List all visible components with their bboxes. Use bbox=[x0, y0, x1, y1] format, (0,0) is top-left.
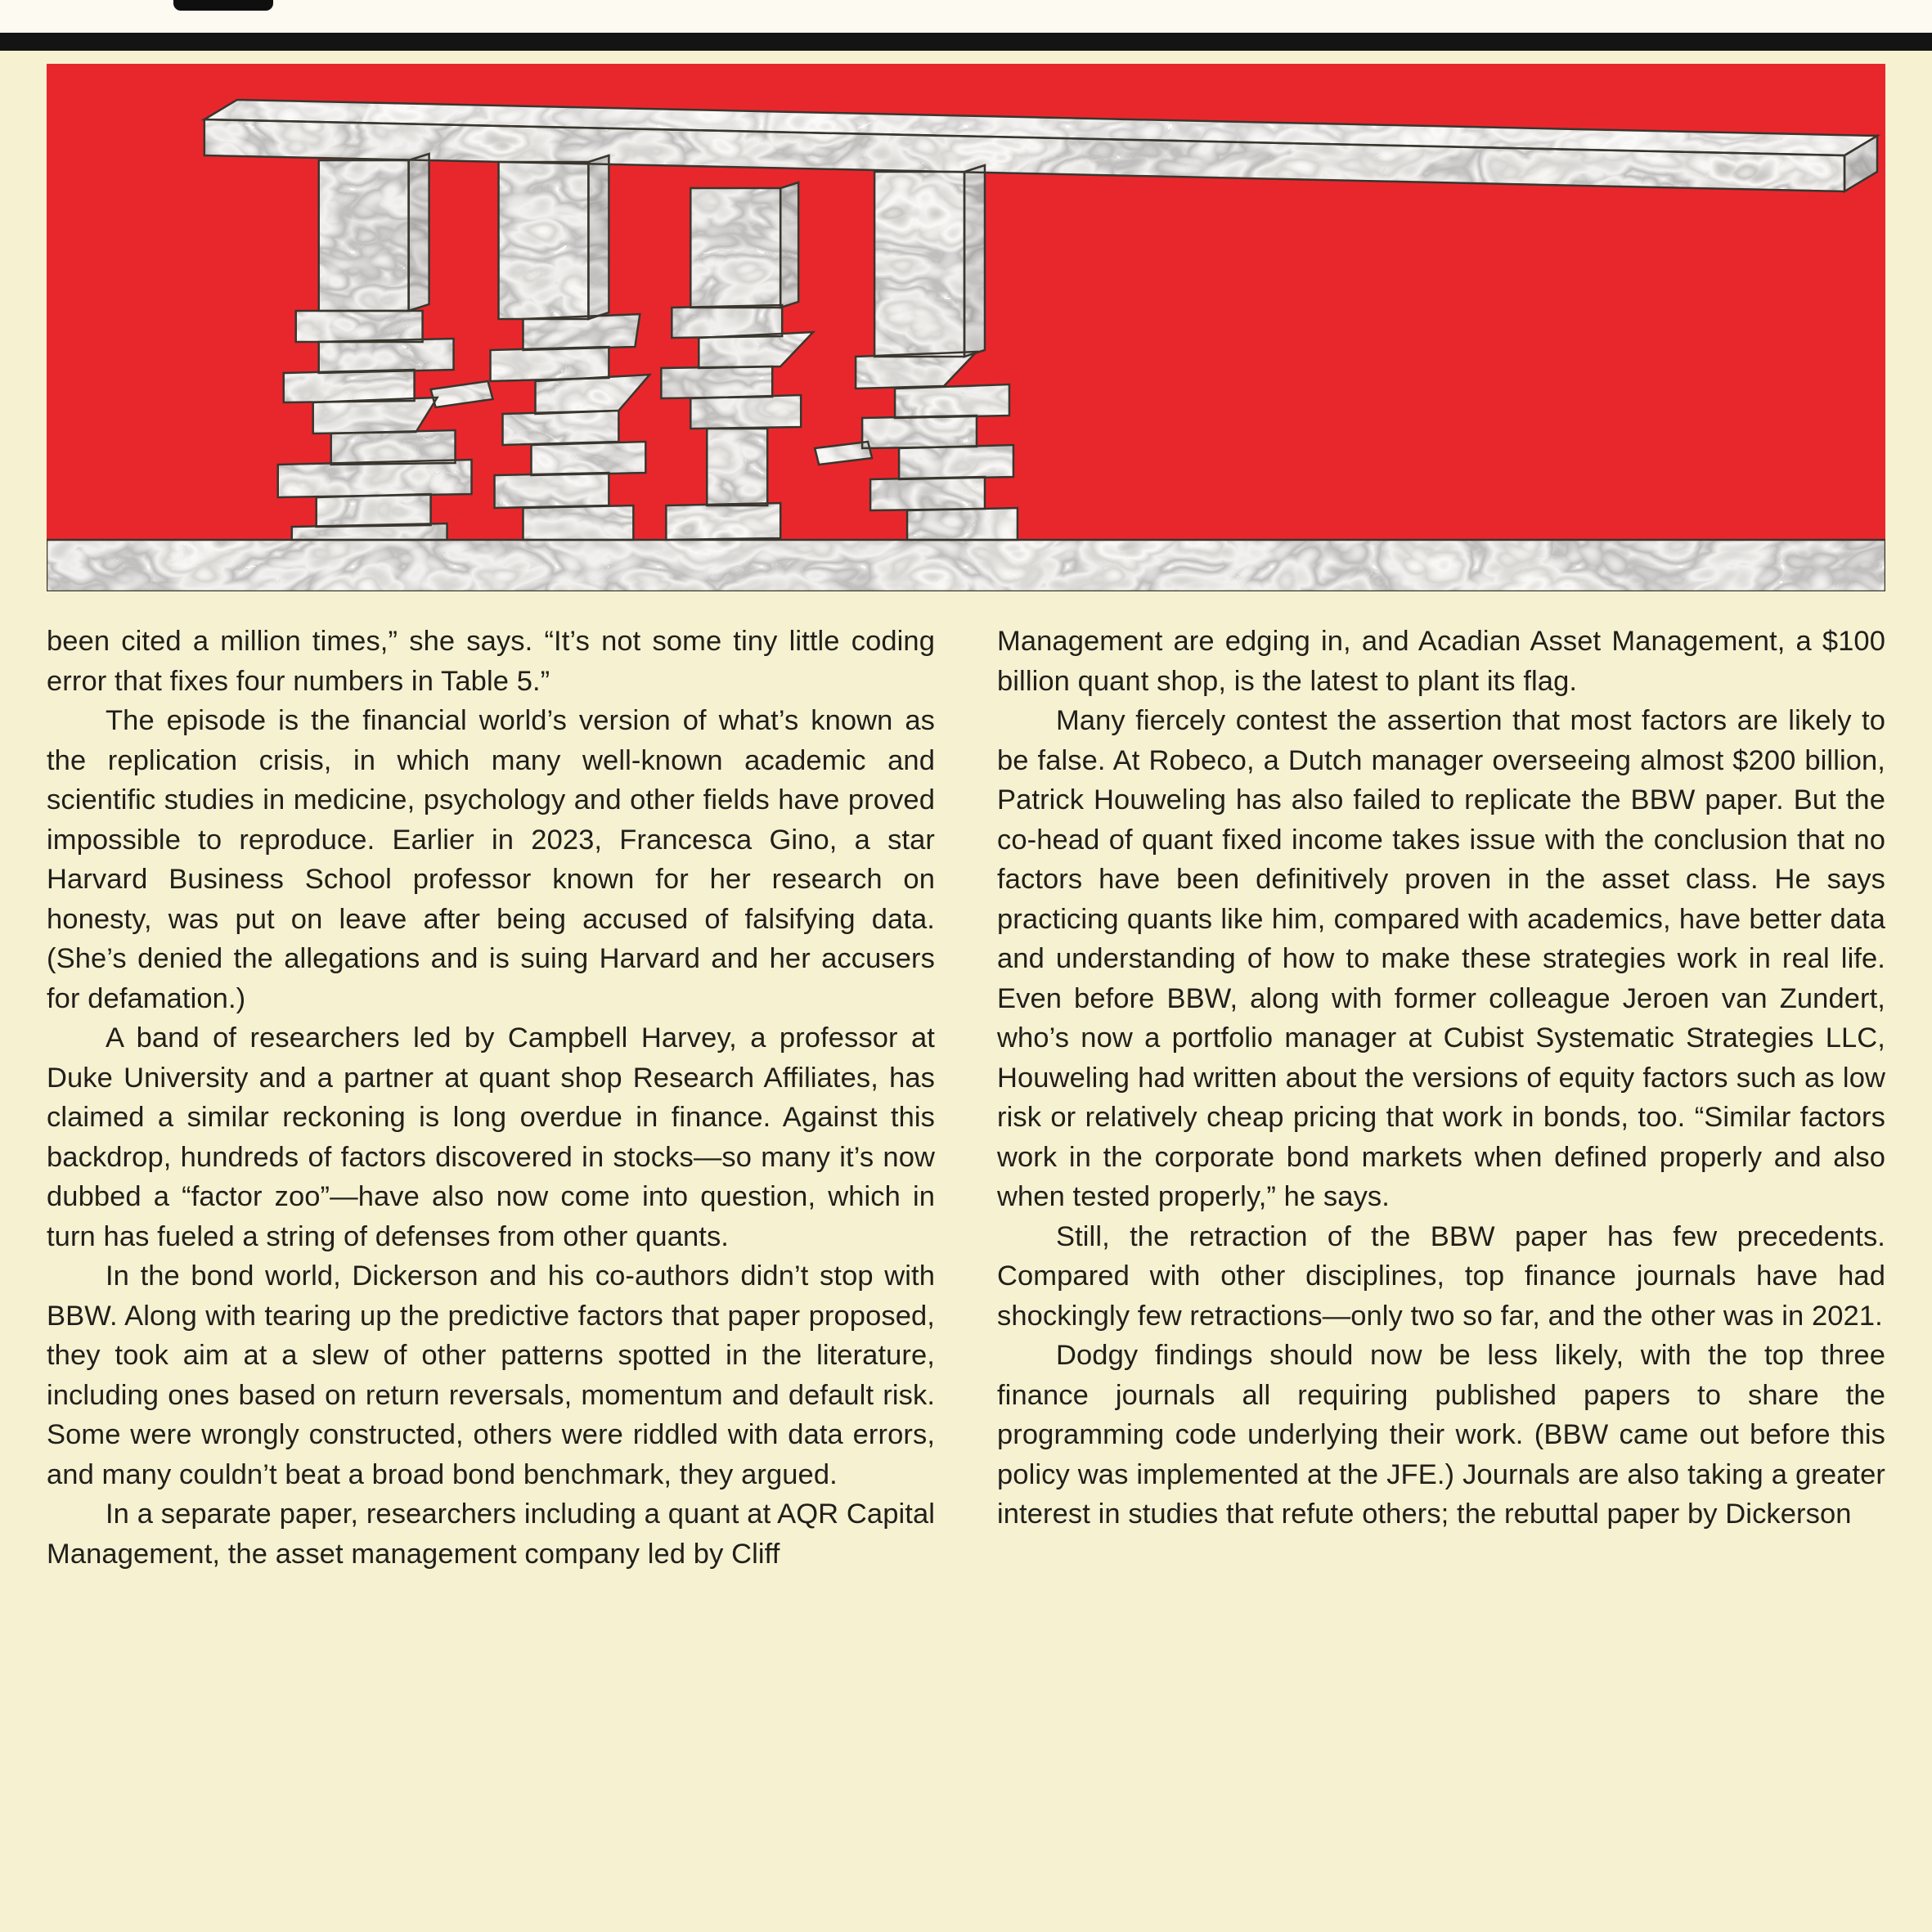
top-rule bbox=[0, 33, 1932, 51]
article-paragraph: A band of researchers led by Campbell Harvey, a professor at Duke University and a partner at quant shop Research Affiliates, has claimed a similar reckoning is long overdue in finance. Against this backdrop, hundreds of factors discovered in stocks—so many it’s now dubbed a “factor zoo”—have also now come into question, which in turn has fueled a string of defenses from other quants. bbox=[47, 1022, 935, 1252]
article-paragraph: been cited a million times,” she says. “It’s not some tiny little coding error that fixes four numbers in Table 5.” bbox=[47, 626, 935, 697]
article-paragraph: Dodgy findings should now be less likely, with the top three finance journals all requiring published papers to share the programming code underlying their work. (BBW came out before this policy was implemented at the JFE.) Journals are also taking a greater interest in studies that refute others; the rebuttal paper by Dickerson bbox=[997, 1340, 1885, 1530]
top-strip bbox=[0, 0, 1932, 33]
article-paragraph: In the bond world, Dickerson and his co-authors didn’t stop with BBW. Along with tearing up the predictive factors that paper proposed, they took aim at a slew of other patterns spotted in the literature, including ones based on return reversals, momentum and default risk. Some were wrongly constructed, others were riddled with data errors, and many couldn’t beat a broad bond benchmark, they argued. bbox=[47, 1260, 935, 1490]
article-paragraph: Management are edging in, and Acadian Asset Management, a $100 billion quant shop, is the latest to plant its flag. bbox=[997, 626, 1885, 697]
article-column-left bbox=[47, 622, 935, 1574]
article-paragraph: Still, the retraction of the BBW paper has few precedents. Compared with other disciplines, top finance journals have had shockingly few retractions—only two so far, and the other was in 2021. bbox=[997, 1220, 1885, 1332]
article-illustration bbox=[47, 64, 1885, 591]
article-body bbox=[0, 591, 1932, 1574]
article-paragraph: In a separate paper, researchers including a quant at AQR Capital Management, the asset management company led by Cliff bbox=[47, 1498, 935, 1570]
article-column-right bbox=[997, 622, 1885, 1574]
article-paragraph: The episode is the financial world’s version of what’s known as the replication crisis, in which many well-known academic and scientific studies in medicine, psychology and other fields have proved impossible to reproduce. Earlier in 2023, Francesca Gino, a star Harvard Business School professor known for her research on honesty, was put on leave after being accused of falsifying data. (She’s denied the allegations and is suing Harvard and her accusers for defamation.) bbox=[47, 705, 935, 1014]
article-paragraph: Many fiercely contest the assertion that most factors are likely to be false. At Robeco, a Dutch manager overseeing almost $200 billion, Patrick Houweling has also failed to replicate the BBW paper. But the co-head of quant fixed income takes issue with the conclusion that no factors have been definitively proven in the asset class. He says practicing quants like him, compared with academics, have better data and understanding of how to make these strategies work in real life. Even before BBW, along with former colleague Jeroen van Zundert, who’s now a portfolio manager at Cubist Systematic Strategies LLC, Houweling had written about the versions of equity factors such as low risk or relatively cheap pricing that work in bonds, too. “Similar factors work in the corporate bond markets when defined properly and also when tested properly,” he says. bbox=[997, 705, 1885, 1212]
marble-columns-illustration bbox=[47, 64, 1885, 591]
spine-mark bbox=[173, 0, 273, 11]
